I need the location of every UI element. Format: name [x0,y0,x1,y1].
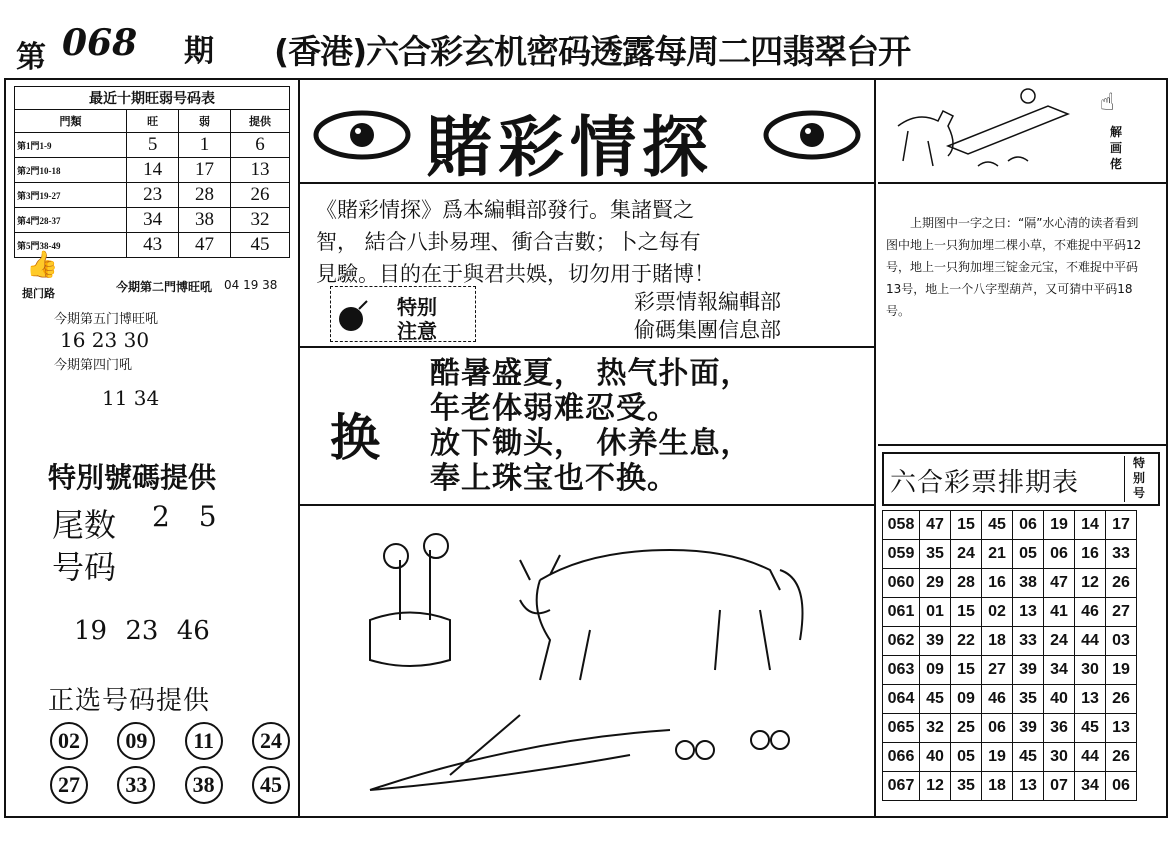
eye-icon [762,108,862,162]
schedule-number: 38 [1013,569,1044,598]
schedule-issue: 059 [883,540,920,569]
schedule-issue: 060 [883,569,920,598]
schedule-title: 六合彩票排期表 [890,468,1080,498]
schedule-number: 36 [1044,714,1075,743]
table-row: 第3門19-27 23 28 26 [15,183,290,208]
table-row [883,569,1137,598]
table-row [883,772,1137,801]
schedule-number: 19 [1106,656,1137,685]
schedule-number: 34 [1075,772,1106,801]
schedule-number: 41 [1044,598,1075,627]
page-title: (香港)六合彩玄机密码透露每周二四翡翠台开 [274,32,911,71]
schedule-number: 06 [1013,511,1044,540]
schedule-number: 29 [920,569,951,598]
tip-line3-nums: 11 34 [102,386,160,410]
schedule-number: 26 [1106,569,1137,598]
poem-line: 奉上珠宝也不换。 [430,461,678,496]
pick-number: 33 [117,766,155,804]
schedule-number: 21 [982,540,1013,569]
schedule-number: 34 [1044,656,1075,685]
notice-line: 特别 [397,295,437,319]
schedule-number: 09 [951,685,982,714]
schedule-number: 07 [1044,772,1075,801]
poem-key-char: 换 [330,408,380,467]
table-row [883,540,1137,569]
table-row: 第1門1-9 5 1 6 [15,133,290,158]
schedule-number: 05 [1013,540,1044,569]
title-banner [300,80,874,184]
schedule-number: 19 [1044,511,1075,540]
tip-line3-label: 今期第四门吼 [54,358,133,373]
puzzle-illustration [888,86,1078,176]
notice-box [330,286,476,342]
schedule-number: 06 [1044,540,1075,569]
schedule-number: 06 [982,714,1013,743]
puzzle-panel [878,80,1166,184]
schedule-number: 33 [1013,627,1044,656]
schedule-number: 39 [1013,714,1044,743]
table-row [883,598,1137,627]
pick-number: 02 [50,722,88,760]
table-row [883,685,1137,714]
schedule-number: 30 [1075,656,1106,685]
schedule-number: 39 [1013,656,1044,685]
schedule-number: 13 [1106,714,1137,743]
schedule-number: 25 [951,714,982,743]
bomb-icon [335,297,371,333]
col-tigong: 提供 [230,110,289,133]
table-row [883,656,1137,685]
right-column [878,80,1166,816]
pick-number: 24 [252,722,290,760]
pick-number: 45 [252,766,290,804]
poem-line: 年老体弱难忍受。 [430,391,678,426]
col-category: 門類 [15,110,127,133]
schedule-header [882,452,1160,506]
schedule-number: 03 [1106,627,1137,656]
issue-number: 068 [62,22,138,64]
schedule-number: 40 [1044,685,1075,714]
schedule-issue: 061 [883,598,920,627]
schedule-number: 27 [1106,598,1137,627]
intro-section [300,184,874,348]
schedule-number: 35 [1013,685,1044,714]
schedule-number: 18 [982,627,1013,656]
thumbs-up-icon: 👍 [26,250,59,280]
puzzle-label: 解画佬 [1110,125,1123,171]
issue-prefix: 第 [16,40,46,75]
schedule-number: 45 [920,685,951,714]
schedule-issue: 067 [883,772,920,801]
table-row: 第2門10-18 14 17 13 [15,158,290,183]
table-row: 第5門38-49 43 47 45 [15,233,290,258]
table-row [883,627,1137,656]
schedule-number: 47 [920,511,951,540]
schedule-number: 13 [1013,772,1044,801]
schedule-number: 47 [1044,569,1075,598]
schedule-number: 16 [982,569,1013,598]
schedule-number: 12 [920,772,951,801]
special-code-nums: 19 23 46 [74,616,210,646]
issue-suffix: 期 [184,34,214,69]
dept-name: 彩票情報編輯部 [634,290,781,314]
schedule-issue: 062 [883,627,920,656]
schedule-special-label: 特别号 [1124,456,1147,502]
schedule-number: 16 [1075,540,1106,569]
schedule-section [878,444,1166,816]
schedule-number: 28 [951,569,982,598]
ten-table-title: 最近十期旺弱号码表 [15,87,290,110]
tip-line2-nums: 16 23 30 [60,328,150,352]
intro-line: 智， 結合八卦易理、衝合吉數；卜之每有 [316,230,701,254]
schedule-number: 40 [920,743,951,772]
table-row: 第4門28-37 34 38 32 [15,208,290,233]
pick-number: 09 [117,722,155,760]
schedule-number: 15 [951,656,982,685]
schedule-number: 06 [1106,772,1137,801]
table-row [883,714,1137,743]
col-wang: 旺 [127,110,179,133]
special-tail-label: 尾数 [52,506,117,544]
schedule-number: 44 [1075,743,1106,772]
tips-icon-label: 提门路 [22,287,55,300]
schedule-issue: 063 [883,656,920,685]
poem-section [300,348,874,506]
intro-line: 《賭彩情探》爲本編輯部發行。集諸賢之 [316,198,694,222]
eye-icon [312,108,412,162]
pick-number: 27 [50,766,88,804]
schedule-issue: 058 [883,511,920,540]
schedule-number: 27 [982,656,1013,685]
special-title: 特別號碼提供 [48,461,217,494]
pick-number: 11 [185,722,223,760]
ten-period-table [14,86,290,258]
schedule-number: 39 [920,627,951,656]
schedule-number: 35 [951,772,982,801]
schedule-number: 05 [951,743,982,772]
schedule-number: 14 [1075,511,1106,540]
main-pick-title: 正选号码提供 [48,686,211,716]
schedule-number: 22 [951,627,982,656]
schedule-number: 13 [1075,685,1106,714]
col-ruo: 弱 [179,110,231,133]
schedule-number: 26 [1106,685,1137,714]
tip-line1-label: 今期第二門博旺吼 [116,280,213,294]
poem-line: 酷暑盛夏， 热气扑面， [430,356,752,391]
schedule-issue: 065 [883,714,920,743]
left-column [6,80,296,816]
dept-name: 偷碼集團信息部 [634,318,781,342]
table-row [883,743,1137,772]
puzzle-explanation: 上期图中一字之曰：“隔”水心清的读者看到图中地上一只狗加埋二棵小草，不难捉中平码12号，地上一只狗加埋三锭金元宝，不难捉中平码13号，地上一个八字型葫芦，又可猜中平码18号。 [886,216,1142,318]
schedule-number: 02 [982,598,1013,627]
schedule-number: 01 [920,598,951,627]
intro-line: 見驗。目的在于與君共娛，切勿用于賭博！ [316,262,715,286]
schedule-number: 13 [1013,598,1044,627]
schedule-number: 45 [1075,714,1106,743]
poem-text [430,356,751,496]
special-code-label: 号码 [52,548,117,586]
schedule-number: 09 [920,656,951,685]
schedule-number: 15 [951,511,982,540]
schedule-issue: 064 [883,685,920,714]
schedule-number: 17 [1106,511,1137,540]
schedule-number: 30 [1044,743,1075,772]
schedule-number: 18 [982,772,1013,801]
schedule-number: 15 [951,598,982,627]
schedule-number: 12 [1075,569,1106,598]
special-tail-nums: 2 5 [152,500,217,533]
notice-line: 注意 [397,319,437,343]
schedule-number: 45 [1013,743,1044,772]
schedule-number: 19 [982,743,1013,772]
pointing-hand-icon: ☝ [1100,88,1115,116]
center-column [298,80,876,816]
ox-illustration [340,520,840,810]
schedule-number: 46 [982,685,1013,714]
schedule-number: 33 [1106,540,1137,569]
main-pick-grid [50,722,290,804]
header [6,10,1166,75]
schedule-table [882,510,1137,801]
schedule-number: 24 [951,540,982,569]
tip-line2-label: 今期第五门博旺吼 [54,312,159,327]
schedule-issue: 066 [883,743,920,772]
poem-line: 放下锄头， 休养生息， [430,426,752,461]
table-row [883,511,1137,540]
schedule-number: 35 [920,540,951,569]
center-title: 賭彩情探 [426,108,714,186]
schedule-number: 44 [1075,627,1106,656]
schedule-number: 32 [920,714,951,743]
pick-number: 38 [185,766,223,804]
schedule-number: 26 [1106,743,1137,772]
schedule-number: 45 [982,511,1013,540]
tip-line1-nums: 04 19 38 [224,278,278,292]
schedule-number: 24 [1044,627,1075,656]
schedule-number: 46 [1075,598,1106,627]
